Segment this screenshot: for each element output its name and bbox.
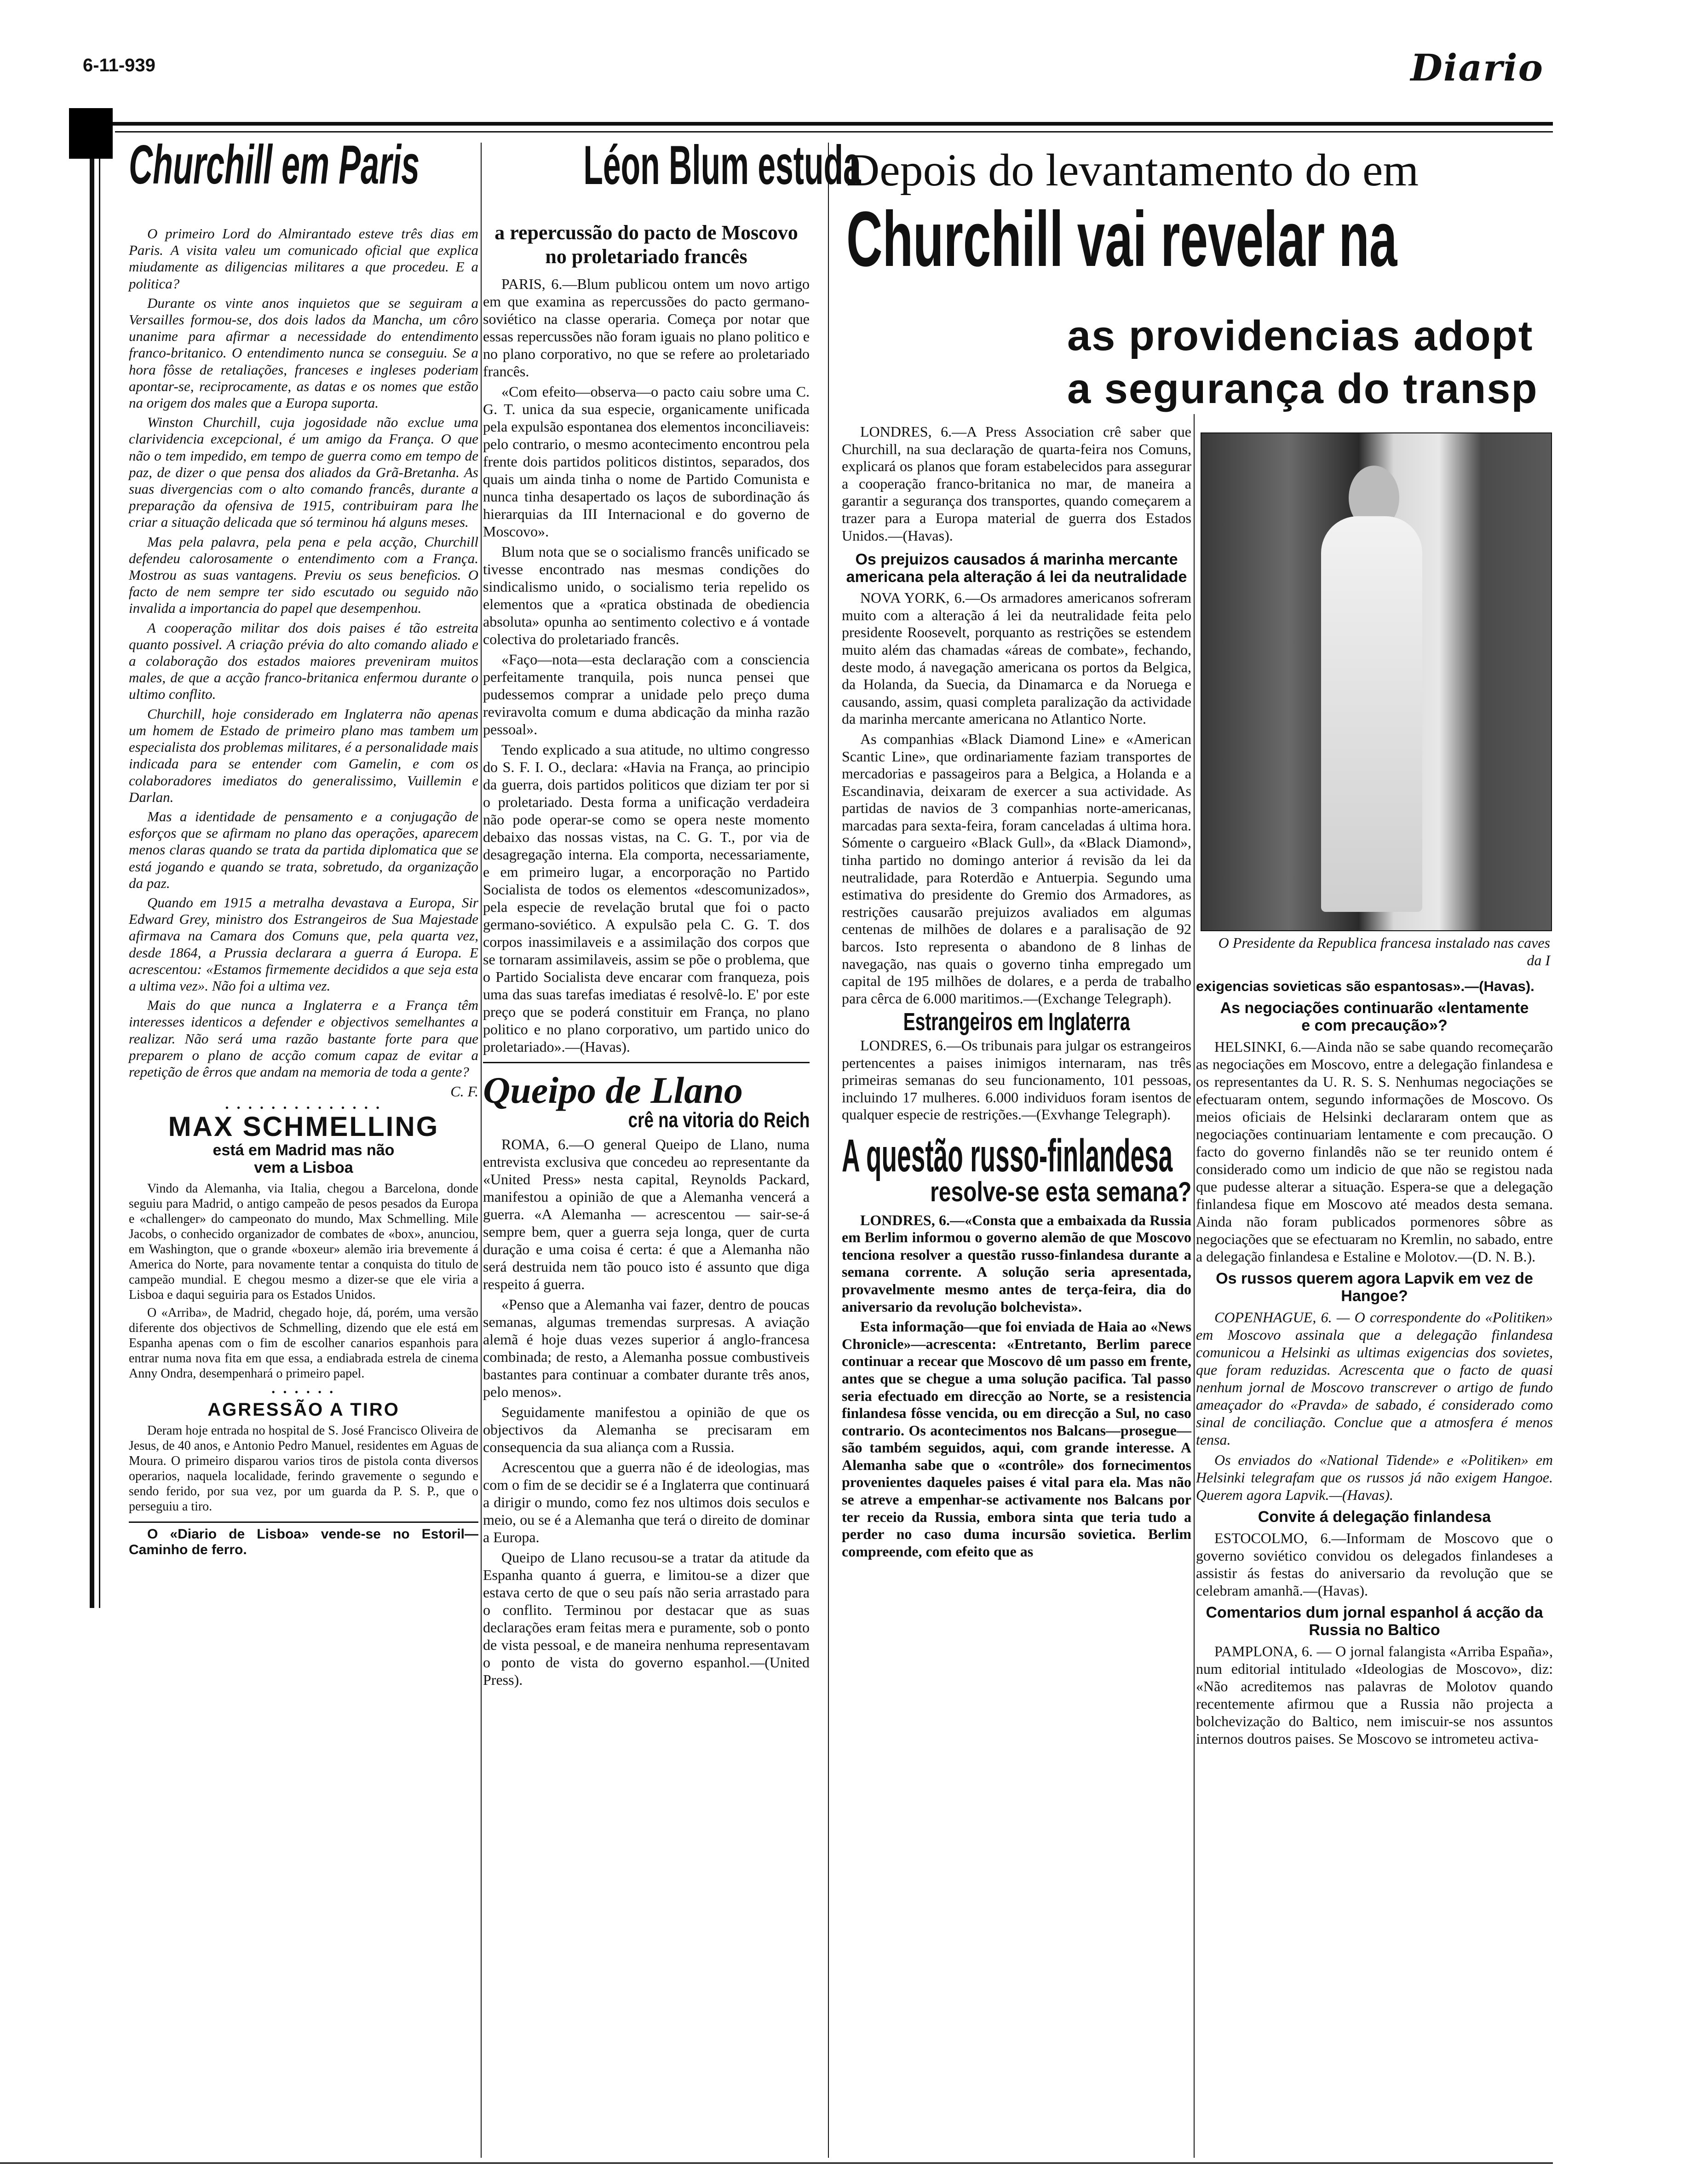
- estrangeiros-body: [842, 1037, 1191, 1124]
- corner-block: [69, 108, 113, 159]
- paragraph: Tendo explicado a sua atitude, no ultimo congresso do S. F. I. O., declara: «Havia na França, ao principio da guerra, dois partidos politicos que diziam ter por si o proletariado. Desta forma a unificação verdadeira não pode operar-se como se opera neste momento debaixo das nossas vistas, na C. G. T., por via de desagregação interna. Ela comporta, necessariamente, e em primeiro lugar, a encorporação no Partido Socialista de todos os elementos «descomunizados», pela especie de revelação brutal que foi o pacto germano-soviético. A expulsão pela C. G. T. dos corpos inassimilaveis e a assimilação dos corpos que se tornaram assimilaveis, assim se põe o problema, que o Partido Socialista deve encarar com franqueza, pois uma das suas tarefas imediatas é resolvê-lo. E' por este preço que se poderá constituir em França, no plano politico e no plano corporativo, um partido unico do proletariado».—(Havas).: [483, 741, 810, 1055]
- convite-title: Convite á delegação finlandesa: [1258, 1508, 1491, 1526]
- section-rule: [483, 1062, 810, 1063]
- paragraph: LONDRES, 6.—Os tribunais para julgar os estrangeiros pertencentes a paises inimigos internaram, nas três primeiras semanas do seu funcionamento, 101 pessoas, incluindo 17 mulheres. 6.000 individuos foram isentos de qualquer especie de restrições.—(Exvhange Telegraph).: [842, 1037, 1191, 1123]
- prejuizos-title: Os prejuizos causados á marinha mercante americana pela alteração á lei da neutralidade: [846, 551, 1187, 586]
- photo-president: [1201, 432, 1552, 931]
- finn-lead: exigencias sovieticas são espantosas».—(Havas).: [1196, 978, 1535, 994]
- paragraph: HELSINKI, 6.—Ainda não se sabe quando recomeçarão as negociações em Moscovo, entre a delegação finlandesa e os representantes da U. R. S. S. Nenhumas negociações se efectuaram ontem, segundo informações de Moscovo. Os meios oficiais de Helsinki declararam ontem que as negociações continuariam lentamente e com precaução. O facto do governo finlandês não se ter reunido ontem é considerado como um indicio de que não se registou nada que pudesse alterar a situação. Espera-se que a delegação finlandesa fique em Moscovo até meados desta semana. Ainda não foram publicados pormenores sôbre as negociações que se efectuaram no Kremlin, no sabado, entre a delegação finlandesa e Estaline e Molotov.—(D. N. B.).: [1196, 1038, 1553, 1265]
- column-1: [129, 134, 478, 2176]
- churchill-revelar-title: Churchill vai revelar na: [846, 196, 1397, 283]
- paragraph: ESTOCOLMO, 6.—Informam de Moscovo que o governo soviético convidou os delegados finlandeses a assistir ás festas do aniversario da revolução que se celebram amanhã.—(Havas).: [1196, 1530, 1553, 1599]
- paragraph: Vindo da Alemanha, via Italia, chegou a Barcelona, donde seguiu para Madrid, o antigo campeão de pesos pesados da Europa e «challenger» do campeonato do mundo, Max Schmelling. Mile Jacobs, o conhecido organizador de combates de «box», anunciou, em Washington, que o grande «boxeur» alemão iria brevemente á America do Norte, para novamente tentar a conquista do titulo de campeão mundial. E chegou mesmo a dizer-se que ele viria a Lisboa e daqui seguiria para os Estados Unidos.: [129, 1181, 478, 1302]
- churchill-revelar-body: [842, 423, 1191, 544]
- agressao-body: [129, 1423, 478, 1514]
- paragraph: O «Arriba», de Madrid, chegado hoje, dá, porém, uma versão diferente dos objectivos de Schmelling, dizendo que ele está em Espanha apenas com o fim de escolher canarios espanhois para entrar numa nova fita em que essa, a endiabrada estrela de cinema Anny Ondra, desempenhará o primeiro papel.: [129, 1305, 478, 1381]
- churchill-paris-body: [129, 225, 478, 1100]
- paragraph: Mas a identidade de pensamento e a conjugação de esforços que se afirmam no plano das operações, aparecem menos claras quando se trata da partida diplomatica que se está jogando e quando se trata, sobretudo, da organização da paz.: [129, 808, 478, 891]
- negociacoes-body: [1196, 1038, 1553, 1265]
- lapvik-title: Os russos querem agora Lapvik em vez de Hangoe?: [1216, 1270, 1533, 1305]
- queipo-subtitle: crê na vitoria do Reich: [628, 1108, 810, 1132]
- paragraph: Durante os vinte anos inquietos que se seguiram a Versailles formou-se, dos dois lados da Mancha, um côro unanime para afirmar a necessidade do entendimento franco-britanico. O entendimento nunca se conseguiu. Se a hora fôsse de retaliações, franceses e ingleses poderiam apontar-se, reciprocamente, as datas e os nomes que estão na origem dos males que a Europa suporta.: [129, 294, 478, 411]
- leon-blum-subtitle: a repercussão do pacto de Moscovo no proletariado francês: [494, 221, 798, 268]
- churchill-deck-1: as providencias adopt: [1067, 312, 1534, 359]
- diario-notice: O «Diario de Lisboa» vende-se no Estoril—Caminho de ferro.: [129, 1527, 478, 1558]
- paragraph: Mas pela palavra, pela pena e pela acção, Churchill defendeu calorosamente o entendimento com a França. Mostrou as suas vantagens. Previu os seus beneficios. O facto de nem sempre ter sido escutado ou seguido não invalida a importancia do papel que desempenhou.: [129, 533, 478, 617]
- col-divider-1: [481, 143, 482, 2158]
- prejuizos-body: [842, 589, 1191, 1007]
- photo-caption: O Presidente da Republica francesa instalado nas caves da I: [1218, 934, 1550, 968]
- leon-blum-body: [483, 275, 810, 1055]
- paragraph: Quando em 1915 a metralha devastava a Europa, Sir Edward Grey, ministro dos Estrangeiros de Sua Majestade afirmava na Camara dos Comuns que, pela quarta vez, desde 1864, a Prussia declarara a guerra á Europa. E acrescentou: «Estamos firmemente decididos a que seja esta a ultima vez». Não foi a ultima vez.: [129, 894, 478, 994]
- max-schmelling-body: [129, 1181, 478, 1381]
- footer-rule: [0, 2162, 1553, 2164]
- questao-body: [842, 1212, 1191, 1561]
- max-schmelling-subtitle: está em Madrid mas não vem a Lisboa: [213, 1141, 395, 1176]
- left-border-thick: [90, 159, 94, 1608]
- churchill-kicker: Depois do levantamento do em: [846, 144, 1419, 196]
- column-2: [483, 134, 861, 2176]
- paragraph: PAMPLONA, 6. — O jornal falangista «Arriba España», num editorial intitulado «Ideologias de Moscovo», diz: «Não acreditemos nas palavras de Molotov quando recentemente afirmou que a Russia não projecta a bolchevização do Baltico, nem imiscuir-se nos assuntos internos doutros paises. Se Moscovo se intrometeu activa-: [1196, 1643, 1553, 1747]
- paragraph: Seguidamente manifestou a opinião de que os objectivos da Alemanha se precisaram em consequencia da sua aliança com a Russia.: [483, 1404, 810, 1455]
- header-rule-top: [69, 122, 1553, 126]
- section-divider: • • • • • •: [271, 1386, 336, 1398]
- paragraph: Acrescentou que a guerra não é de ideologias, mas com o fim de se decidir se é a Inglaterra que continuará a dirigir o mundo, como fez nos ultimos dois seculos e meio, ou se é a Alemanha que terá o direito de dominar a Europa.: [483, 1459, 810, 1545]
- paragraph: Churchill, hoje considerado em Inglaterra não apenas um homem de Estado de primeiro plano mas tambem um especialista dos problemas militares, é a personalidade mais indicada para se entender com Gamelin, e com os colaboradores imediatos do generalissimo, Vuillemin e Darlan.: [129, 705, 478, 805]
- queipo-body: [483, 1135, 810, 1688]
- estrangeiros-title: Estrangeiros em Inglaterra: [903, 1008, 1130, 1036]
- paragraph: LONDRES, 6.—A Press Association crê saber que Churchill, na sua declaração de quarta-feira nos Comuns, explicará os planos que foram estabelecidos para assegurar a cooperação franco-britanica no mar, de maneira a garantir a segurança dos transportes, quando começarem a trazer para a Europa material de guerra dos Estados Unidos.—(Havas).: [842, 423, 1191, 544]
- paragraph: «Penso que a Alemanha vai fazer, dentro de poucas semanas, algumas tremendas surpresas. A aviação alemã é hoje duas vezes superior á anglo-francesa combinada; de resto, a Alemanha possue combustiveis bastantes para continuar a combater durante três anos, pelo menos».: [483, 1296, 810, 1400]
- notice-rule: [129, 1521, 478, 1523]
- churchill-deck-2: a segurança do transp: [1067, 365, 1538, 412]
- questao-subtitle: resolve-se esta semana?: [930, 1176, 1191, 1207]
- paragraph: «Com efeito—observa—o pacto caiu sobre uma C. G. T. unica da sua especie, organicamente unificada pela expulsão espontanea dos elementos inconciliaveis: pelo contrario, o mesmo acontecimento encontrou pela frente dois partidos politicos distintos, separados, dos quais um ainda tinha o nome de Partido Comunista e nunca tinha desapertado os laços de subordinação ás hierarquias da III Internacional e do governo de Moscovo».: [483, 383, 810, 540]
- paragraph: PARIS, 6.—Blum publicou ontem um novo artigo em que examina as repercussões do pacto germano-soviético na classe operaria. Começa por notar que essas repercussões não foram iguais no plano politico e no plano corporativo, no que se refere ao proletariado francês.: [483, 276, 810, 380]
- signature: C. F.: [450, 1083, 478, 1100]
- issue-date: 6-11-939: [83, 55, 155, 75]
- paragraph: «Faço—nota—esta declaração com a consciencia perfeitamente tranquila, pois nunca pensei que pudessemos comprar a unidade pelo preço duma reviravolta comum e duma abdicação da minha razão pessoal».: [483, 651, 810, 738]
- negociacoes-title: As negociações continuarão «lentamente e com precaução»?: [1220, 999, 1529, 1034]
- lapvik-body: [1196, 1308, 1553, 1504]
- paragraph: NOVA YORK, 6.—Os armadores americanos sofreram muito com a alteração á lei da neutralidade feita pelo presidente Roosevelt, porquanto as restrições se estendem muito além das chamadas «áreas de combate», fechando, deste modo, á navegação americana os portos da Belgica, da Holanda, da Suecia, da Dinamarca e da Noruega e causando, assim, quasi completa paralização da actividade da marinha mercante americana no Atlantico Norte.: [842, 589, 1191, 727]
- max-schmelling-title: MAX SCHMELLING: [168, 1111, 439, 1142]
- paragraph: Os enviados do «National Tidende» e «Politiken» em Helsinki telegrafam que os russos já não exigem Hangoe. Querem agora Lapvik.—(Havas).: [1196, 1452, 1553, 1503]
- left-border-thin: [99, 159, 100, 1608]
- comentarios-body: [1196, 1642, 1553, 1747]
- paragraph: Winston Churchill, cuja jogosidade não exclue uma clarividencia excepcional, é um amigo da França. O que não o tem impedido, em tempo de guerra como em tempo de paz, de dizer o que pensa dos aliados da Grã-Bretanha. As suas divergencias com o alto comando francês, durante a preparação da ofensiva de 1915, contribuiram para lhe criar a situação delicada que só terminou há alguns meses.: [129, 414, 478, 530]
- paragraph: A cooperação militar dos dois paises é tão estreita quanto possivel. A criação prévia do alto comando aliado e a colaboração dos estados maiores preveniram muitos males, de que a acção franco-britanica enfermou durante o ultimo conflito.: [129, 619, 478, 703]
- comentarios-title: Comentarios dum jornal espanhol á acção da Russia no Baltico: [1206, 1604, 1543, 1639]
- col-divider-2: [828, 143, 829, 2158]
- paragraph: Mais do que nunca a Inglaterra e a França têm interesses identicos a defender e objectivos semelhantes a realizar. Não será uma razão bastante forte para que preparem o plano de acção comum capaz de evitar a repetição de êrros que andam na memoria de toda a gente?: [129, 997, 478, 1080]
- queipo-title: Queipo de Llano: [483, 1069, 743, 1111]
- newspaper-brand: Diario: [1410, 46, 1544, 89]
- paragraph: ROMA, 6.—O general Queipo de Llano, numa entrevista exclusiva que concedeu ao representante da «United Press» nesta capital, Reynolds Packard, manifestou a opinião de que a Alemanha vencerá a guerra. «A Alemanha — acrescentou — sair-se-á sempre bem, quer a guerra seja longa, quer de curta duração e uma coisa é certa: é que a Alemanha não será destruida nem tão pouco isto é assunto que diga respeito á guerra.: [483, 1136, 810, 1292]
- agressao-title: AGRESSÃO A TIRO: [207, 1399, 400, 1420]
- photo-figure-coat: [1321, 516, 1422, 912]
- leon-blum-title: Léon Blum estuda: [583, 134, 861, 196]
- column-4: [1196, 978, 1553, 2174]
- questao-title: A questão russo-finlandesa: [842, 1129, 1173, 1181]
- column-3: [842, 423, 1191, 2172]
- paragraph: Queipo de Llano recusou-se a tratar da atitude da Espanha quanto á guerra, e limitou-se a dizer que estava certo de que o seu país não seria arrastado para o conflito. Terminou por destacar que as suas declarações eram feitas mera e puramente, sob o ponto de vista pessoal, e de maneira nenhuma representavam o ponto de vista do governo espanhol.—(United Press).: [483, 1549, 810, 1688]
- paragraph: Deram hoje entrada no hospital de S. José Francisco Oliveira de Jesus, de 40 anos, e Antonio Pedro Manuel, residentes em Aguas de Moura. O primeiro disparou varios tiros de pistola conta diversos operarios, naquela localidade, ferindo gravemente o segundo e sendo ferido, por sua vez, por um guarda da P. S. P., que o perseguiu a tiro.: [129, 1423, 478, 1514]
- paragraph: As companhias «Black Diamond Line» e «American Scantic Line», que ordinariamente faziam transportes de mercadorias e passageiros para a Belgica, a Holanda e a Escandinavia, deixaram de exercer a sua actividade. As partidas de navios de 3 companhias norte-americanas, marcadas para sexta-feira, foram canceladas á ultima hora. Sómente o cargueiro «Black Gull», da «Black Diamond», tinha partido no domingo anterior á revisão da lei da neutralidade, para Roterdão e Antuerpia. Segundo uma estimativa do presidente do Gremio dos Armadores, as restrições causarão prejuizos avaliados em algumas centenas de milhões de dolares e a paralisação de 92 barcos. Isto representa o abandono de 8 linhas de navegação, nas quais o governo tinha empregado um capital de 195 milhões de dolares, e a perda de trabalho para cêrca de 6.000 maritimos.—(Exchange Telegraph).: [842, 730, 1191, 1007]
- section-divider: • • • • • • • • • • • • • •: [225, 1102, 382, 1114]
- header-rule-bottom: [115, 131, 1553, 133]
- churchill-paris-title: Churchill em Paris: [129, 134, 420, 196]
- paragraph: LONDRES, 6.—«Consta que a embaixada da Russia em Berlim informou o governo alemão de que Moscovo tenciona resolver a questão russo-finlandesa durante a semana corrente. A solução seria apresentada, provavelmente mesmo antes de terça-feira, dia do aniversario da revolução bolchevista».: [842, 1211, 1191, 1315]
- paragraph: Blum nota que se o socialismo francês unificado se tivesse encontrado nas mesmas condições do sindicalismo unido, o socialismo teria repelido os elementos que a «pratica obstinada de obediencia absoluta» opunha ao sentimento colectivo e á vontade colectiva do proletariado francês.: [483, 543, 810, 647]
- col-divider-3: [1194, 414, 1195, 2158]
- paragraph: Esta informação—que foi enviada de Haia ao «News Chronicle»—acrescenta: «Entretanto, Berlim parece continuar a recear que Moscovo dê um passo em frente, antes que se chegue a uma solução pacifica. Tal passo seria efectuado em direcção ao Norte, se a resistencia finlandesa fôsse vencida, ou em direcção a Sul, no caso contrario. Os acontecimentos nos Balcans—prosegue—são também seguidos, aqui, com grande interesse. A Alemanha sabe que o «contrôle» dos fornecimentos provenientes daqueles paises é vital para ela. Mas não se atreve a empenhar-se activamente nos Balcans por ter receio da Russia, embora sinta que teria tudo a perder no caso duma incursão sovietica. Berlim compreende, com efeito que as: [842, 1318, 1191, 1560]
- paragraph: O primeiro Lord do Almirantado esteve três dias em Paris. A visita valeu um comunicado oficial que explica miudamente as diligencias militares a que procedeu. E a politica?: [129, 225, 478, 292]
- convite-body: [1196, 1529, 1553, 1599]
- paragraph: COPENHAGUE, 6. — O correspondente do «Politiken» em Moscovo assinala que a delegação finlandesa comunicou a Helsinki as ultimas exigencias dos sovietes, que foram reduzidas. Acrescenta que o facto de quasi nenhum jornal de Moscovo transcrever o artigo de fundo ameaçador do «Pravda» de sabado, é considerado como sinal de conciliação. Conclue que a atmosfera é menos tensa.: [1196, 1309, 1553, 1448]
